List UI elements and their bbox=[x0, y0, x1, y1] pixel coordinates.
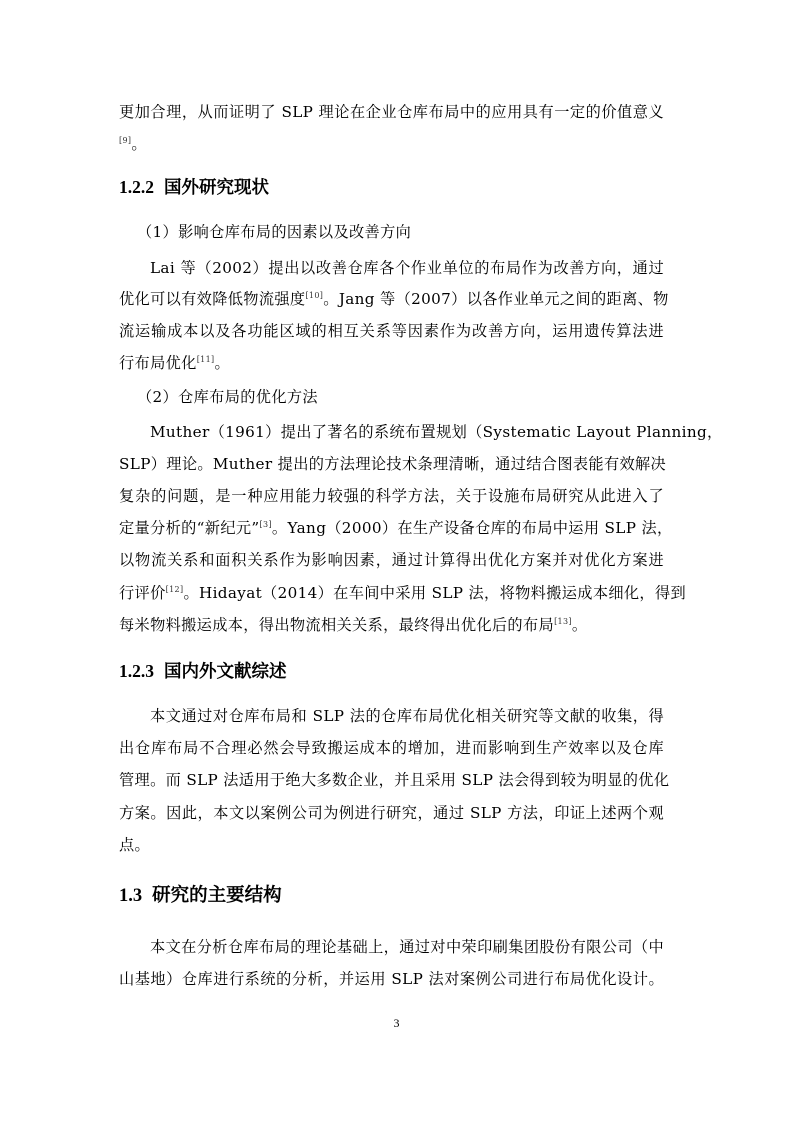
page-number: 3 bbox=[393, 1016, 400, 1030]
paragraph-line bbox=[119, 102, 664, 122]
section-number: 1.3 bbox=[119, 886, 143, 906]
text-span: Muther（1961）提出了著名的系统布置规划（Systematic Layout Planning， bbox=[150, 423, 723, 441]
paragraph-line bbox=[119, 969, 664, 989]
text-span: 出仓库布局不合理必然会导致搬运成本的增加，进而影响到生产效率以及仓库 bbox=[119, 739, 664, 757]
paragraph-line bbox=[137, 387, 664, 407]
paragraph-line bbox=[119, 321, 664, 341]
text-span: 优化可以有效降低物流强度 bbox=[119, 290, 306, 308]
text-span: 复杂的问题，是一种应用能力较强的科学方法，关于设施布局研究从此进入了 bbox=[119, 487, 664, 505]
text-span: 管理。而 SLP 法适用于绝大多数企业，并且采用 SLP 法会得到较为明显的优化 bbox=[119, 771, 670, 789]
citation-ref: [12] bbox=[165, 584, 184, 594]
paragraph-line bbox=[119, 289, 669, 309]
text-span: 本文在分析仓库布局的理论基础上，通过对中荣印刷集团股份有限公司（中 bbox=[150, 938, 664, 956]
section-number: 1.2.2 bbox=[119, 177, 154, 197]
text-span: 山基地）仓库进行系统的分析，并运用 SLP 法对案例公司进行布局优化设计。 bbox=[119, 970, 664, 988]
paragraph-line bbox=[119, 835, 664, 855]
text-span: 点。 bbox=[119, 836, 151, 854]
paragraph-line bbox=[119, 803, 664, 823]
paragraph-line bbox=[119, 353, 664, 373]
text-span: 。 bbox=[131, 135, 147, 153]
section-title: 研究的主要结构 bbox=[152, 885, 282, 906]
text-span: 本文通过对仓库布局和 SLP 法的仓库布局优化相关研究等文献的收集，得 bbox=[150, 707, 664, 725]
text-span: 。 bbox=[214, 354, 231, 372]
paragraph-line bbox=[119, 583, 687, 603]
text-span: SLP）理论。Muther 提出的方法理论技术条理清晰，通过结合图表能有效解决 bbox=[119, 455, 667, 473]
text-span: 行布局优化 bbox=[119, 354, 197, 372]
paragraph-line bbox=[150, 706, 664, 726]
text-span: 。Hidayat（2014）在车间中采用 SLP 法，将物料搬运成本细化，得到 bbox=[183, 584, 687, 602]
section-heading-1-3 bbox=[119, 884, 282, 908]
citation-ref: [10] bbox=[305, 290, 324, 300]
paragraph-line bbox=[150, 422, 723, 442]
paragraph-line bbox=[119, 550, 664, 570]
text-span: 流运输成本以及各功能区域的相互关系等因素作为改善方向，运用遗传算法进 bbox=[119, 322, 664, 340]
paragraph-line bbox=[119, 615, 664, 635]
paragraph-line bbox=[150, 937, 664, 957]
text-span: 以物流关系和面积关系作为影响因素，通过计算得出优化方案并对优化方案进 bbox=[119, 551, 664, 569]
text-span: （1）影响仓库布局的因素以及改善方向 bbox=[137, 223, 412, 241]
text-span: （2）仓库布局的优化方法 bbox=[137, 388, 318, 406]
text-span: 。Jang 等（2007）以各作业单元之间的距离、物 bbox=[323, 290, 669, 308]
text-span: 方案。因此，本文以案例公司为例进行研究，通过 SLP 方法，印证上述两个观 bbox=[119, 804, 664, 822]
section-number: 1.2.3 bbox=[119, 661, 154, 681]
section-heading-1-2-2 bbox=[119, 176, 269, 199]
paragraph-line bbox=[119, 738, 664, 758]
text-span: Lai 等（2002）提出以改善仓库各个作业单位的布局作为改善方向，通过 bbox=[150, 259, 664, 277]
section-title: 国内外文献综述 bbox=[164, 662, 287, 682]
paragraph-line bbox=[119, 454, 667, 474]
paragraph-line bbox=[150, 258, 664, 278]
paragraph-line bbox=[137, 222, 664, 242]
citation-ref: [13] bbox=[554, 616, 572, 626]
paragraph-line bbox=[119, 134, 664, 154]
text-span: 。 bbox=[571, 616, 588, 634]
citation-ref: [9] bbox=[119, 135, 132, 145]
text-span: 行评价 bbox=[119, 584, 166, 602]
text-span: 更加合理，从而证明了 SLP 理论在企业仓库布局中的应用具有一定的价值意义 bbox=[119, 103, 664, 121]
paragraph-line bbox=[119, 486, 664, 506]
section-heading-1-2-3 bbox=[119, 660, 287, 683]
citation-ref: [3] bbox=[259, 519, 272, 529]
citation-ref: [11] bbox=[196, 354, 215, 364]
text-span: 。Yang（2000）在生产设备仓库的布局中运用 SLP 法， bbox=[271, 519, 673, 537]
section-title: 国外研究现状 bbox=[164, 178, 269, 198]
text-span: 定量分析的“新纪元” bbox=[119, 519, 260, 537]
paragraph-line bbox=[119, 518, 673, 538]
paragraph-line bbox=[119, 770, 670, 790]
text-span: 每米物料搬运成本，得出物流相关关系，最终得出优化后的布局 bbox=[119, 616, 555, 634]
